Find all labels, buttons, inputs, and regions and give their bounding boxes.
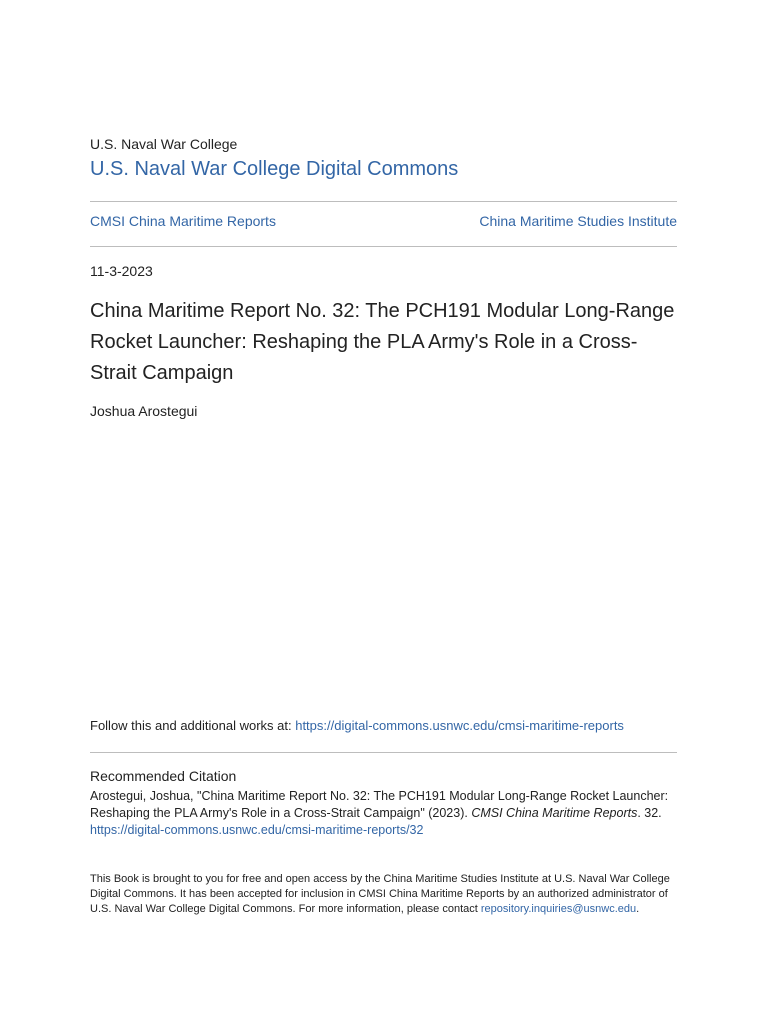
citation-journal: CMSI China Maritime Reports xyxy=(471,806,638,820)
follow-prefix: Follow this and additional works at: xyxy=(90,718,296,733)
author-name: Joshua Arostegui xyxy=(90,403,198,419)
citation-main: Arostegui, Joshua, "China Maritime Report No. 32: The PCH191 Modular Long-Range Rocket Launcher: Reshaping the PLA Army's Role in a Cross-Strait Campaign" (2023). xyxy=(90,789,669,820)
repository-link[interactable]: U.S. Naval War College Digital Commons xyxy=(90,158,459,180)
follow-line xyxy=(90,718,624,733)
notice-text: This Book is brought to you for free and open access by the China Maritime Studies Institute at U.S. Naval War College Digital Commons. It has been accepted for inclusion in CMSI China Maritime Reports by an authorized administrator of U.S. Naval War College Digital Commons. For more information, please contact xyxy=(90,873,670,915)
institute-link[interactable]: China Maritime Studies Institute xyxy=(479,213,677,229)
follow-link[interactable]: https://digital-commons.usnwc.edu/cmsi-maritime-reports xyxy=(295,718,624,733)
cover-page xyxy=(90,0,677,1024)
series-row xyxy=(90,213,677,229)
series-divider xyxy=(90,246,677,247)
document-title: China Maritime Report No. 32: The PCH191 Modular Long-Range Rocket Launcher: Reshaping the PLA Army's Role in a Cross-Strait Campaign xyxy=(90,300,675,384)
institution-name: U.S. Naval War College xyxy=(90,136,238,152)
publication-date: 11-3-2023 xyxy=(90,263,153,279)
top-divider xyxy=(90,201,677,202)
notice-tail: . xyxy=(636,903,640,915)
contact-email-link[interactable]: repository.inquiries@usnwc.edu xyxy=(480,903,637,915)
citation-divider xyxy=(90,752,677,753)
citation-heading: Recommended Citation xyxy=(90,768,237,784)
citation-link[interactable]: https://digital-commons.usnwc.edu/cmsi-maritime-reports/32 xyxy=(90,823,424,837)
access-notice xyxy=(90,872,677,917)
citation-text xyxy=(90,788,677,839)
citation-tail: . 32. xyxy=(637,806,662,820)
series-link[interactable]: CMSI China Maritime Reports xyxy=(90,213,276,229)
